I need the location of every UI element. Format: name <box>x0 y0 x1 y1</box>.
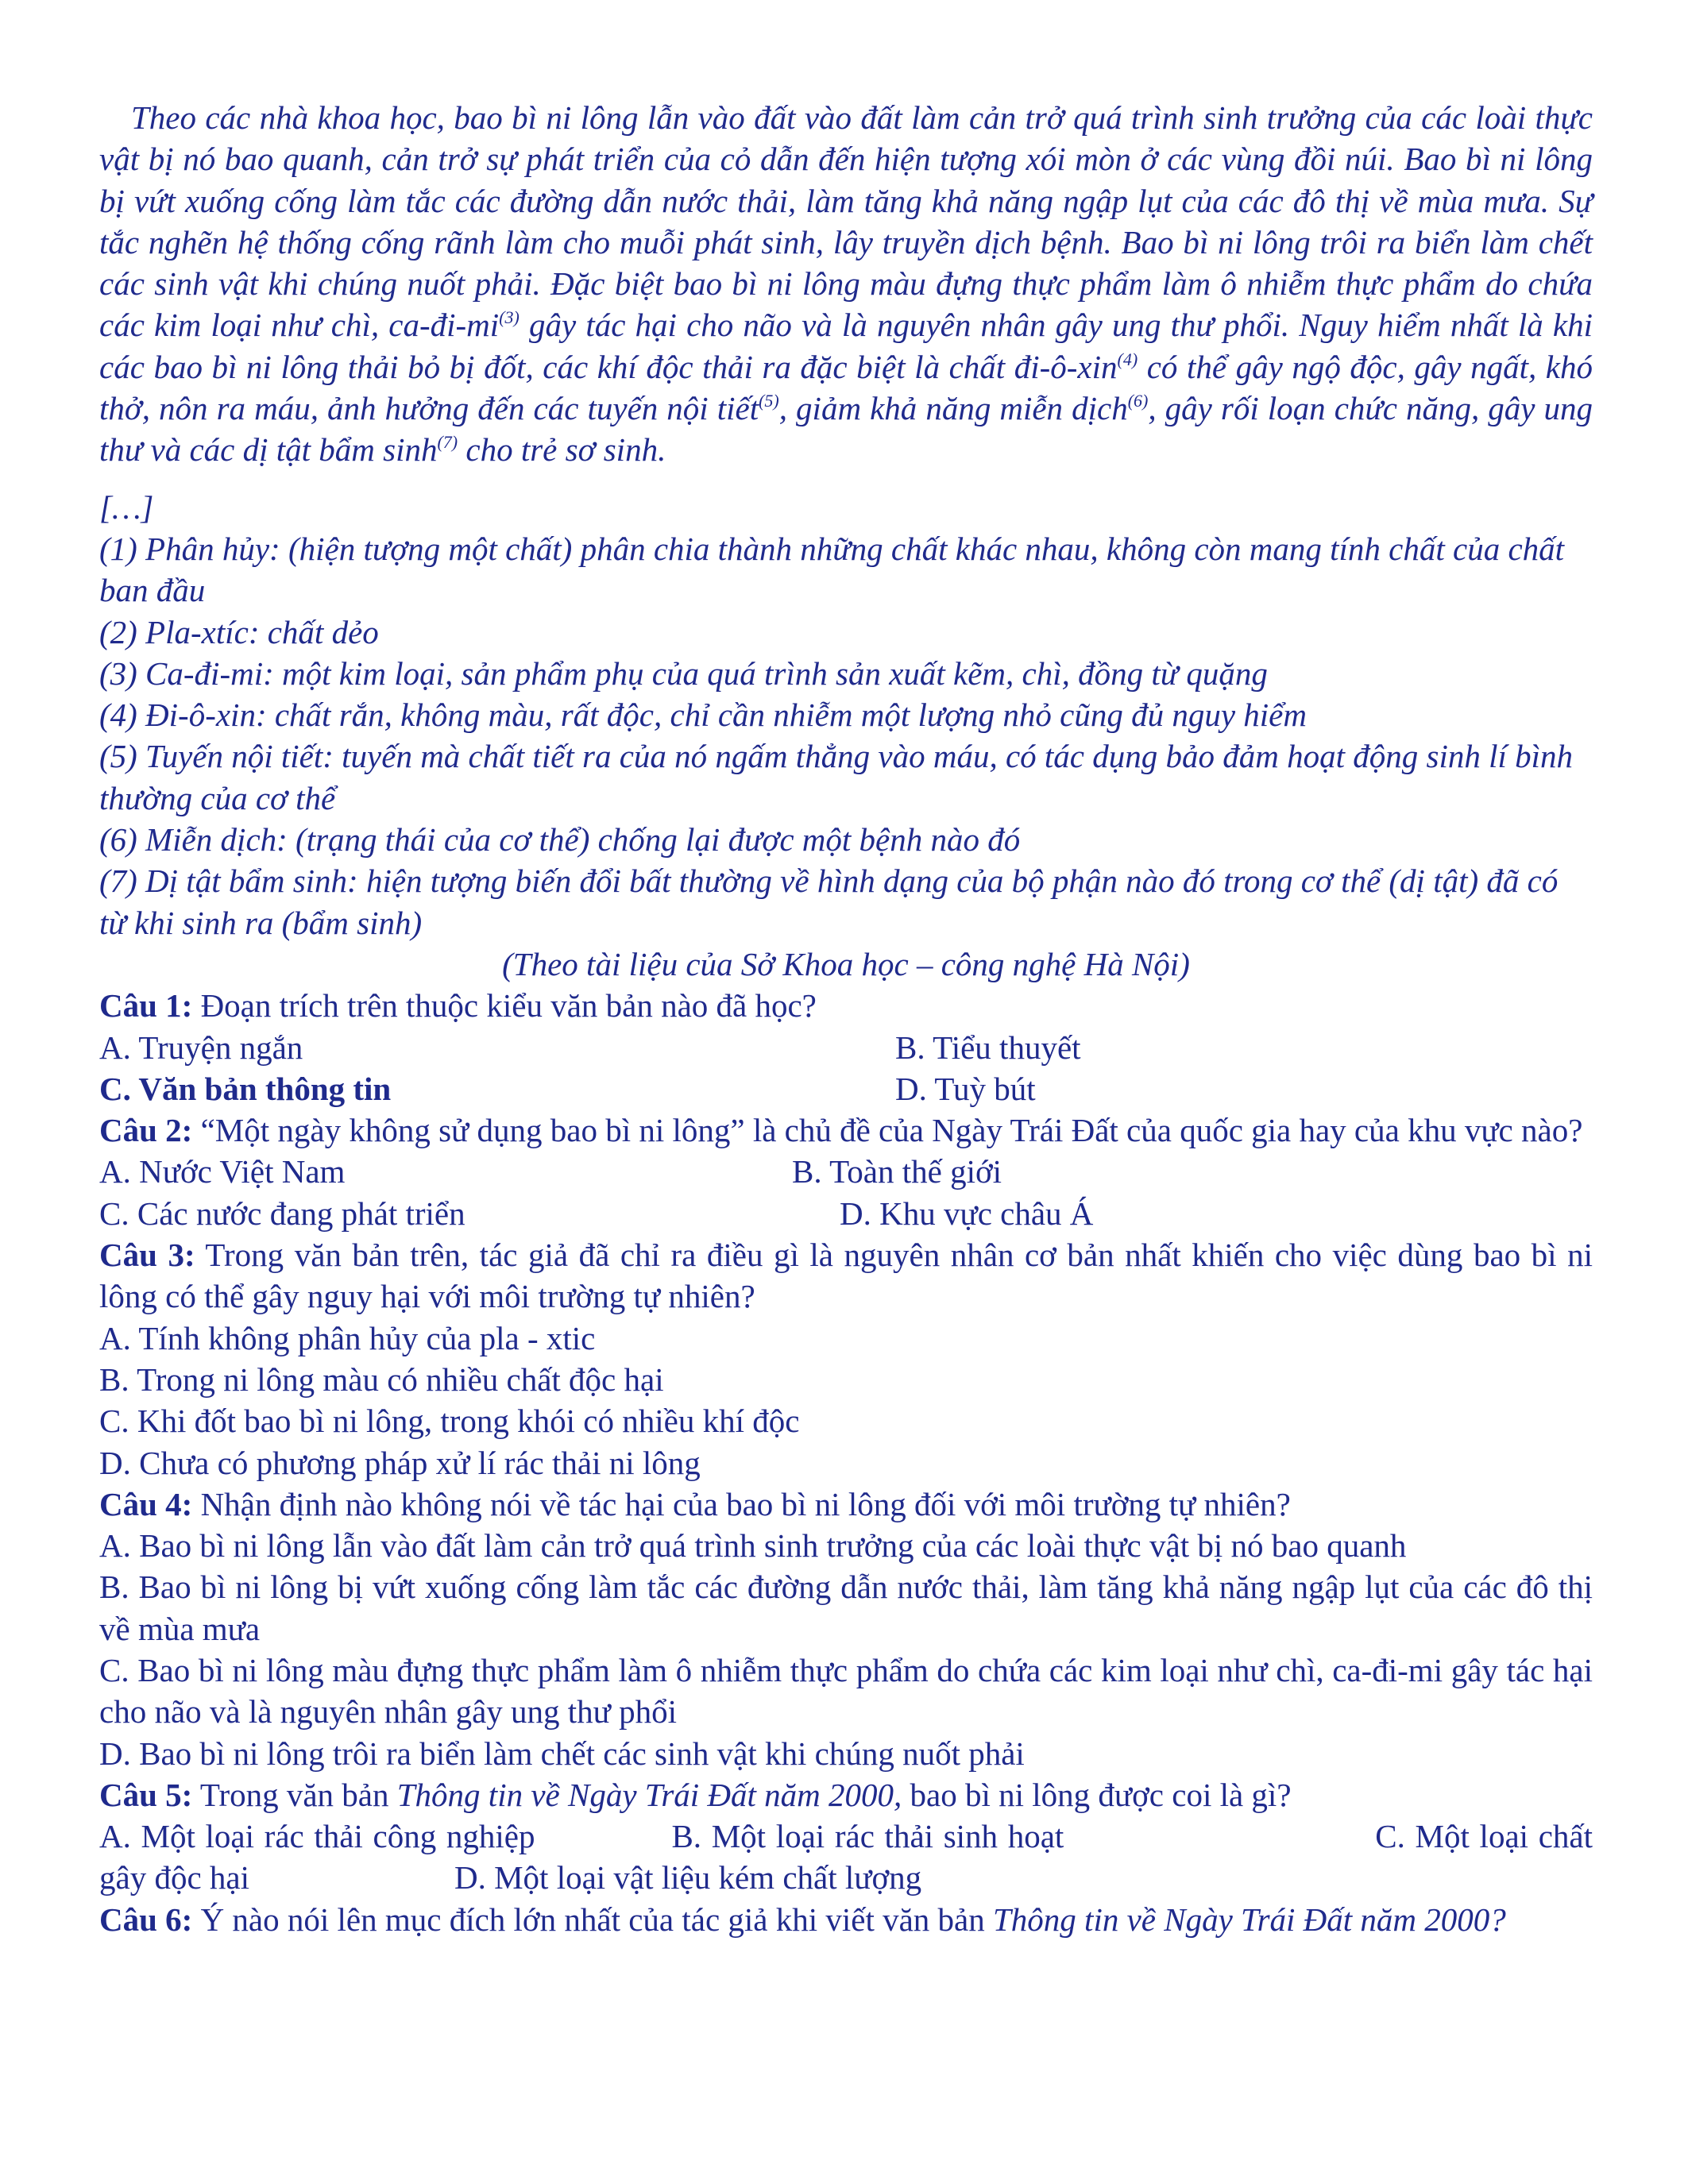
question-text: Trong văn bản trên, tác giả đã chỉ ra điều gì là nguyên nhân cơ bản nhất khiến cho việc dùng bao bì ni lông có thể gây nguy hại với môi trường tự nhiên? <box>99 1237 1593 1315</box>
question-label: Câu 1: <box>99 987 193 1024</box>
question-1 <box>99 985 1593 1026</box>
option-a[interactable]: A. Nước Việt Nam <box>99 1153 346 1190</box>
question-label: Câu 3: <box>99 1237 195 1274</box>
question-2 <box>99 1109 1593 1151</box>
question-6 <box>99 1899 1593 1940</box>
option-c[interactable]: C. Các nước đang phát triển <box>99 1194 465 1232</box>
footnote-ref-7: (7) <box>437 432 458 453</box>
question-5 <box>99 1774 1593 1815</box>
question-label: Câu 6: <box>99 1900 193 1938</box>
footnote-item: (5) Tuyến nội tiết: tuyến mà chất tiết ra của nó ngấm thẳng vào máu, có tác dụng bảo đảm hoạt động sinh lí bình thường của cơ thể <box>99 738 1574 816</box>
question-label: Câu 4: <box>99 1485 193 1522</box>
footnote-item: (4) Đi-ô-xin: chất rắn, không màu, rất độc, chỉ cần nhiễm một lượng nhỏ cũng đủ nguy hiểm <box>99 696 1307 734</box>
question-text: Trong văn bản <box>192 1776 397 1813</box>
options-flow <box>99 1815 1593 1899</box>
footnote-item: (3) Ca-đi-mi: một kim loại, sản phẩm phụ của quá trình sản xuất kẽm, chì, đồng từ quặng <box>99 654 1268 692</box>
option-d[interactable]: D. Khu vực châu Á <box>840 1194 1094 1232</box>
question-text: Nhận định nào không nói về tác hại của bao bì ni lông đối với môi trường tự nhiên? <box>192 1485 1291 1522</box>
question-3 <box>99 1234 1593 1318</box>
option-a[interactable]: A. Truyện ngắn <box>99 1028 303 1066</box>
option-c-answer[interactable]: C. Văn bản thông tin <box>99 1070 392 1107</box>
document-title-ref: Thông tin về Ngày Trái Đất năm 2000? <box>993 1900 1506 1938</box>
option-a[interactable]: A. Bao bì ni lông lẫn vào đất làm cản trở quá trình sinh trưởng của các loài thực vật bị nó bao quanh <box>99 1527 1407 1565</box>
options-row <box>99 1151 1593 1192</box>
option-b[interactable]: B. Bao bì ni lông bị vứt xuống cống làm tắc các đường dẫn nước thải, làm tăng khả năng ngập lụt của các đô thị về mùa mưa <box>99 1569 1593 1647</box>
footnote-item: (2) Pla-xtíc: chất dẻo <box>99 613 379 650</box>
passage-paragraph <box>99 97 1593 471</box>
option-d[interactable]: D. Chưa có phương pháp xử lí rác thải ni lông <box>99 1444 701 1481</box>
question-4 <box>99 1484 1593 1525</box>
question-text: Ý nào nói lên mục đích lớn nhất của tác giả khi viết văn bản <box>192 1900 993 1938</box>
footnote-list <box>99 528 1593 943</box>
option-d[interactable]: D. Bao bì ni lông trôi ra biển làm chết các sinh vật khi chúng nuốt phải <box>99 1734 1025 1772</box>
option-d[interactable]: D. Tuỳ bút <box>895 1070 1036 1107</box>
option-b[interactable]: B. Toàn thế giới <box>792 1153 1002 1190</box>
footnote-item: (1) Phân hủy: (hiện tượng một chất) phân chia thành những chất khác nhau, không còn mang tính chất của chất ban đầu <box>99 530 1565 609</box>
option-a[interactable]: A. Một loại rác thải công nghiệp <box>99 1818 535 1855</box>
option-b[interactable]: B. Tiểu thuyết <box>895 1028 1081 1066</box>
question-label: Câu 2: <box>99 1112 193 1149</box>
question-text: Đoạn trích trên thuộc kiểu văn bản nào đã học? <box>192 987 817 1024</box>
footnote-ref-6: (6) <box>1127 391 1149 411</box>
option-a[interactable]: A. Tính không phân hủy của pla - xtic <box>99 1319 596 1356</box>
option-b[interactable]: B. Trong ni lông màu có nhiều chất độc hại <box>99 1360 664 1398</box>
question-text: bao bì ni lông được coi là gì? <box>902 1776 1292 1813</box>
footnote-item: (6) Miễn dịch: (trạng thái của cơ thể) chống lại được một bệnh nào đó <box>99 821 1021 859</box>
footnote-item: (7) Dị tật bẩm sinh: hiện tượng biến đổi bất thường về hình dạng của bộ phận nào đó trong cơ thể (dị tật) đã có từ khi sinh ra (bẩm sinh) <box>99 862 1559 941</box>
option-c[interactable]: C. Một loại chất gây độc hại <box>99 1818 1593 1897</box>
source-citation: (Theo tài liệu của Sở Khoa học – công nghệ Hà Nội) <box>502 945 1190 982</box>
passage-text: gây tác hại cho não và là nguyên nhân gây ung thư phổi. Nguy hiểm nhất là khi các bao bì ni lông thải bỏ bị đốt, các khí độc thải ra đặc biệt là chất đi-ô-xin <box>99 307 1593 385</box>
document-title-ref: Thông tin về Ngày Trái Đất năm 2000, <box>396 1776 902 1813</box>
passage-text: , gây rối loạn chức năng, gây ung thư và các dị tật bẩm sinh <box>99 390 1593 469</box>
option-c[interactable]: C. Khi đốt bao bì ni lông, trong khói có nhiều khí độc <box>99 1403 800 1440</box>
footnote-ref-3: (3) <box>499 307 520 328</box>
document-page <box>99 97 1593 1940</box>
footnote-ref-4: (4) <box>1117 349 1138 369</box>
option-c[interactable]: C. Bao bì ni lông màu đựng thực phẩm làm ô nhiễm thực phẩm do chứa các kim loại như chì, ca-đi-mi gây tác hại cho não và là nguyên nhân gây ung thư phổi <box>99 1651 1593 1731</box>
passage-text: cho trẻ sơ sinh. <box>458 431 666 469</box>
question-text: “Một ngày không sử dụng bao bì ni lông” là chủ đề của Ngày Trái Đất của quốc gia hay của khu vực nào? <box>192 1112 1583 1149</box>
options-row <box>99 1068 1593 1109</box>
passage-text: có thể gây ngộ độc, gây ngất, khó thở, nôn ra máu, ảnh hưởng đến các tuyến nội tiết <box>99 348 1593 427</box>
footnote-ref-5: (5) <box>759 391 779 411</box>
ellipsis: […] <box>99 488 154 526</box>
option-b[interactable]: B. Một loại rác thải sinh hoạt <box>671 1818 1064 1855</box>
options-row <box>99 1193 1593 1234</box>
passage-text: Theo các nhà khoa học, bao bì ni lông lẫn vào đất vào đất làm cản trở quá trình sinh trưởng của các loài thực vật bị nó bao quanh, cản trở sự phát triển của cỏ dẫn đến hiện tượng xói mòn ở các vùng đồi núi. Bao bì ni lông bị vứt xuống cống làm tắc các đường dẫn nước thải, làm tăng khả năng ngập lụt của các đô thị về mùa mưa. Sự tắc nghẽn hệ thống cống rãnh làm cho muỗi phát sinh, lây truyền dịch bệnh. Bao bì ni lông trôi ra biển làm chết các sinh vật khi chúng nuốt phải. Đặc biệt bao bì ni lông màu đựng thực phẩm làm ô nhiễm thực phẩm do chứa các kim loại như chì, ca-đi-mi <box>99 99 1593 344</box>
passage-text: , giảm khả năng miễn dịch <box>778 390 1128 427</box>
question-label: Câu 5: <box>99 1776 193 1813</box>
options-row <box>99 1027 1593 1068</box>
option-d[interactable]: D. Một loại vật liệu kém chất lượng <box>454 1859 922 1897</box>
